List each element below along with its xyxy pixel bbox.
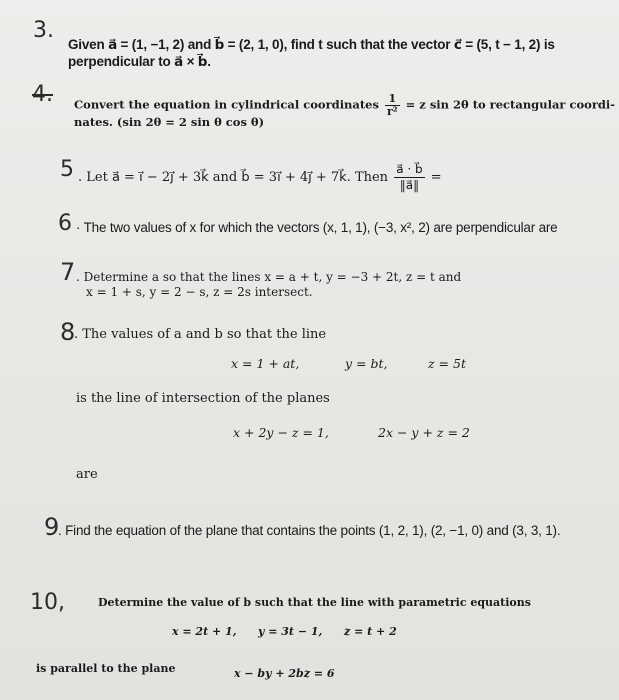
q3-line1: Given a⃗ = (1, −1, 2) and b⃗ = (2, 1, 0), find t such that the vector c⃗ = (5, t − 1, 2) is <box>68 37 555 52</box>
q10-line3: is parallel to the plane <box>36 662 176 675</box>
q3-line2: perpendicular to a⃗ × b⃗. <box>68 54 211 69</box>
q7-line1: . Determine a so that the lines x = a + t, y = −3 + 2t, z = t and <box>76 270 462 284</box>
q10-eq2: y = 3t − 1, <box>258 625 323 638</box>
q8-tail: are <box>76 467 98 482</box>
q8-mid: is the line of intersection of the planes <box>76 391 330 406</box>
q10-plane: x − by + 2bz = 6 <box>234 667 335 680</box>
q9-number: 9 <box>44 513 60 541</box>
q10-eq3: z = t + 2 <box>344 625 397 638</box>
q8-eq3: z = 5t <box>428 356 466 371</box>
q10-number: 10, <box>30 590 65 615</box>
q5-fraction-numerator: a⃗ · b⃗ <box>396 162 423 176</box>
q8-intro: . The values of a and b so that the line <box>74 327 327 342</box>
q5-line <box>78 162 442 193</box>
q5-equals: = <box>430 170 442 185</box>
q4-line2: nates. (sin 2θ = 2 sin θ cos θ) <box>74 115 265 129</box>
q4-number: 4. <box>32 82 53 107</box>
q10-line1: Determine the value of b such that the line with parametric equations <box>98 596 531 609</box>
q8-plane2: 2x − y + z = 2 <box>378 425 470 440</box>
q6-text: · The two values of x for which the vectors (x, 1, 1), (−3, x², 2) are perpendicular are <box>76 220 558 235</box>
q8-eq2: y = bt, <box>345 356 388 371</box>
q8-eq1: x = 1 + at, <box>231 356 300 371</box>
q8-number: 8 <box>60 318 76 346</box>
q4-fraction-denominator: r² <box>387 105 398 118</box>
q5-text: . Let a⃗ = i⃗ − 2j⃗ + 3k⃗ and b⃗ = 3i⃗ + 4j⃗ + 7k⃗. Then <box>78 170 389 185</box>
q10-eq1: x = 2t + 1, <box>172 625 237 638</box>
q6-number: 6 <box>58 211 72 236</box>
q5-number: 5 <box>60 157 74 182</box>
q7-number: 7 <box>60 258 76 286</box>
q9-text: . Find the equation of the plane that contains the points (1, 2, 1), (2, −1, 0) and (3, 3, 1). <box>58 523 561 538</box>
q3-number: 3. <box>33 18 54 43</box>
q4-line1-end: = z sin 2θ to rectangular coordi- <box>405 97 616 112</box>
q7-line2: x = 1 + s, y = 2 − s, z = 2s intersect. <box>86 285 313 299</box>
q5-fraction <box>394 162 424 193</box>
q4-line1-start: Convert the equation in cylindrical coordinates <box>74 97 379 112</box>
q4-fraction <box>385 93 400 118</box>
q5-fraction-denominator: ‖a⃗‖ <box>399 178 420 192</box>
q8-plane1: x + 2y − z = 1, <box>233 425 329 440</box>
q4-fraction-numerator: 1 <box>385 93 400 106</box>
